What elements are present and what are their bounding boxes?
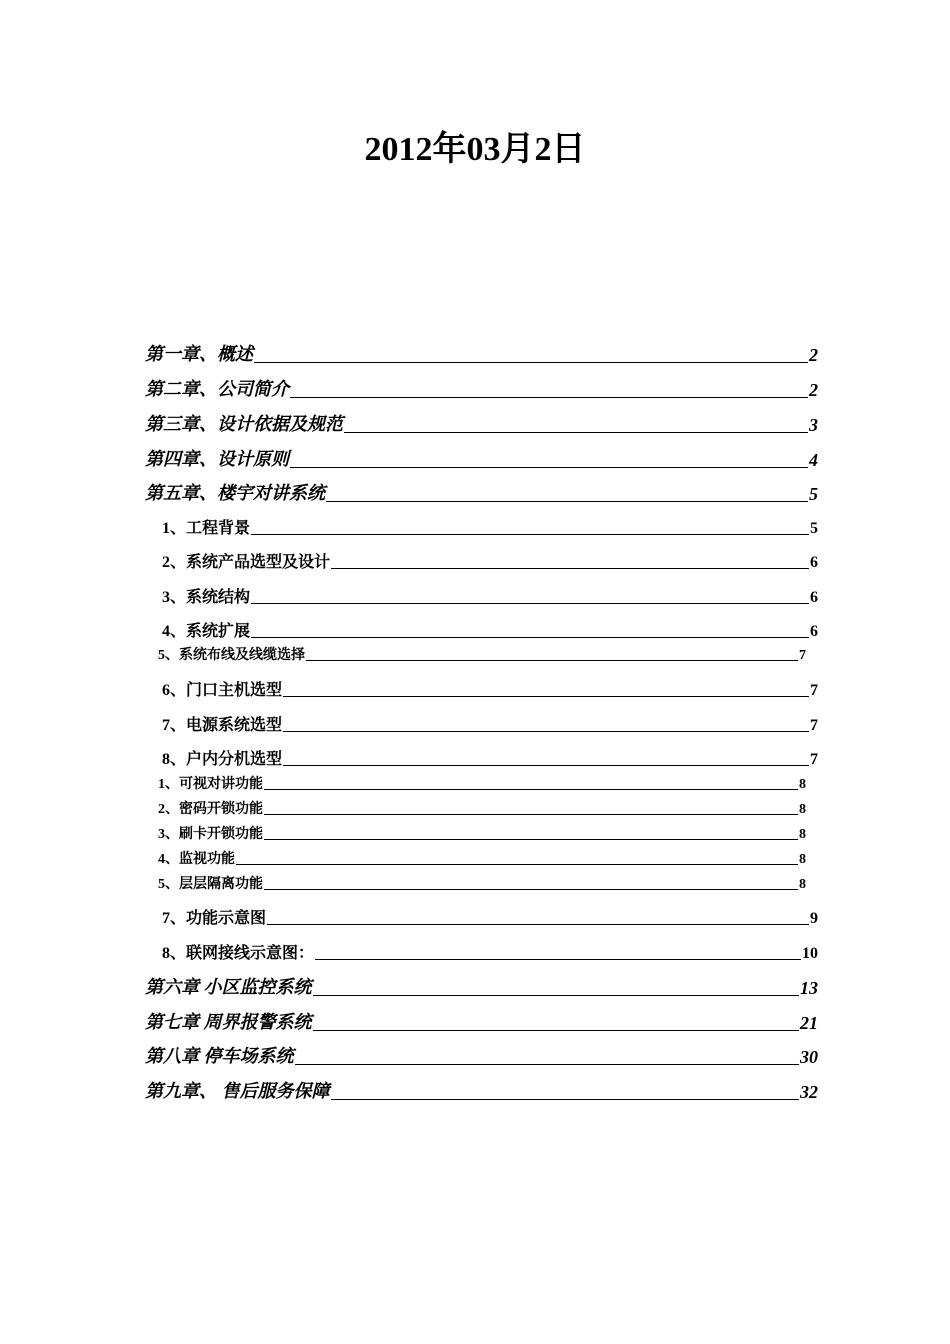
toc-page-number: 30 — [800, 1047, 818, 1067]
toc-label: 第四章、设计原则 — [145, 449, 289, 469]
toc-label: 5、系统布线及线缆选择 — [158, 648, 305, 663]
toc-label: 1、可视对讲功能 — [158, 777, 263, 792]
toc-leader — [251, 533, 809, 535]
toc-leader — [331, 567, 809, 569]
toc-label: 2、密码开锁功能 — [158, 802, 263, 817]
toc-entry-section[interactable] — [158, 646, 806, 664]
toc-page-number: 32 — [800, 1082, 818, 1102]
toc-leader — [264, 788, 798, 790]
toc-entry-section[interactable] — [162, 678, 818, 700]
toc-entry-subsection[interactable] — [158, 800, 806, 818]
toc-entry-section[interactable] — [162, 550, 818, 572]
toc-leader — [264, 838, 798, 840]
toc-leader — [251, 602, 809, 604]
date-title: 2012年03月2日 — [364, 131, 586, 168]
toc-entry-section[interactable] — [162, 516, 818, 538]
toc-entry-section[interactable] — [162, 747, 818, 769]
toc-label: 7、功能示意图 — [162, 910, 267, 927]
toc-page-number: 2 — [809, 380, 818, 400]
toc-label: 第七章 周界报警系统 — [145, 1012, 312, 1032]
toc-leader — [331, 1098, 800, 1100]
toc-entry-chapter-1[interactable] — [145, 342, 818, 366]
toc-page-number: 10 — [802, 945, 818, 962]
toc-label: 第九章、 售后服务保障 — [145, 1081, 330, 1101]
toc-entry-section[interactable] — [162, 906, 818, 928]
toc-page-number: 3 — [809, 415, 818, 435]
toc-label: 3、系统结构 — [162, 589, 251, 606]
toc-page-number: 13 — [800, 978, 818, 998]
toc-entry-chapter-7[interactable] — [145, 1010, 818, 1034]
toc-page-number: 9 — [810, 910, 818, 927]
toc-page-number: 8 — [799, 827, 806, 842]
toc-page-number: 2 — [809, 345, 818, 365]
toc-leader — [315, 958, 801, 960]
toc-label: 6、门口主机选型 — [162, 682, 283, 699]
toc-page-number: 8 — [799, 777, 806, 792]
toc-label: 第三章、设计依据及规范 — [145, 414, 343, 434]
toc-label: 8、联网接线示意图： — [162, 945, 315, 962]
toc-entry-subsection[interactable] — [158, 850, 806, 868]
toc-label: 2、系统产品选型及设计 — [162, 554, 331, 571]
toc-entry-section[interactable] — [162, 619, 818, 641]
toc-leader — [313, 1029, 800, 1031]
toc-page-number: 6 — [810, 623, 818, 640]
toc-leader — [236, 863, 798, 865]
toc-label: 8、户内分机选型 — [162, 751, 283, 768]
toc-label: 第二章、公司简介 — [145, 379, 289, 399]
toc-page-number: 7 — [810, 682, 818, 699]
toc-leader — [264, 888, 798, 890]
toc-label: 第八章 停车场系统 — [145, 1046, 294, 1066]
toc-leader — [254, 361, 808, 363]
toc-label: 4、监视功能 — [158, 852, 235, 867]
toc-page-number: 4 — [809, 450, 818, 470]
toc-entry-chapter-8[interactable] — [145, 1044, 818, 1068]
toc-leader — [313, 994, 800, 996]
toc-label: 3、刷卡开锁功能 — [158, 827, 263, 842]
toc-page-number: 5 — [809, 484, 818, 504]
toc-leader — [267, 923, 809, 925]
toc-page-number: 7 — [810, 717, 818, 734]
toc-leader — [283, 764, 809, 766]
toc-page-number: 6 — [810, 589, 818, 606]
toc-leader — [326, 500, 808, 502]
toc-entry-chapter-9[interactable] — [145, 1079, 818, 1103]
toc-page-number: 8 — [799, 877, 806, 892]
toc-entry-subsection[interactable] — [158, 775, 806, 793]
toc-leader — [264, 813, 798, 815]
toc-entry-subsection[interactable] — [158, 875, 806, 893]
toc-entry-chapter-2[interactable] — [145, 377, 818, 401]
toc-page-number: 21 — [800, 1013, 818, 1033]
toc-entry-section[interactable] — [162, 713, 818, 735]
toc-label: 第一章、概述 — [145, 344, 253, 364]
toc-page-number: 7 — [810, 751, 818, 768]
toc-entry-chapter-5[interactable] — [145, 481, 818, 505]
toc-label: 第六章 小区监控系统 — [145, 977, 312, 997]
toc-leader — [344, 431, 808, 433]
toc-leader — [283, 695, 809, 697]
toc-entry-subsection[interactable] — [158, 825, 806, 843]
toc-page-number: 8 — [799, 852, 806, 867]
toc-leader — [283, 730, 809, 732]
toc-entry-chapter-6[interactable] — [145, 975, 818, 999]
toc-leader — [306, 659, 798, 661]
toc-page-number: 8 — [799, 802, 806, 817]
toc-label: 第五章、楼宇对讲系统 — [145, 483, 325, 503]
toc-page-number: 7 — [799, 648, 806, 663]
toc-entry-section[interactable] — [162, 585, 818, 607]
toc-leader — [290, 396, 808, 398]
toc-entry-chapter-4[interactable] — [145, 447, 818, 471]
toc-label: 5、层层隔离功能 — [158, 877, 263, 892]
toc-leader — [290, 466, 808, 468]
toc-entry-section[interactable] — [162, 941, 818, 963]
toc-leader — [251, 636, 809, 638]
toc-leader — [295, 1063, 800, 1065]
toc-label: 7、电源系统选型 — [162, 717, 283, 734]
toc-entry-chapter-3[interactable] — [145, 412, 818, 436]
toc-label: 1、工程背景 — [162, 520, 251, 537]
toc-page-number: 6 — [810, 554, 818, 571]
toc-page-number: 5 — [810, 520, 818, 537]
toc-label: 4、系统扩展 — [162, 623, 251, 640]
